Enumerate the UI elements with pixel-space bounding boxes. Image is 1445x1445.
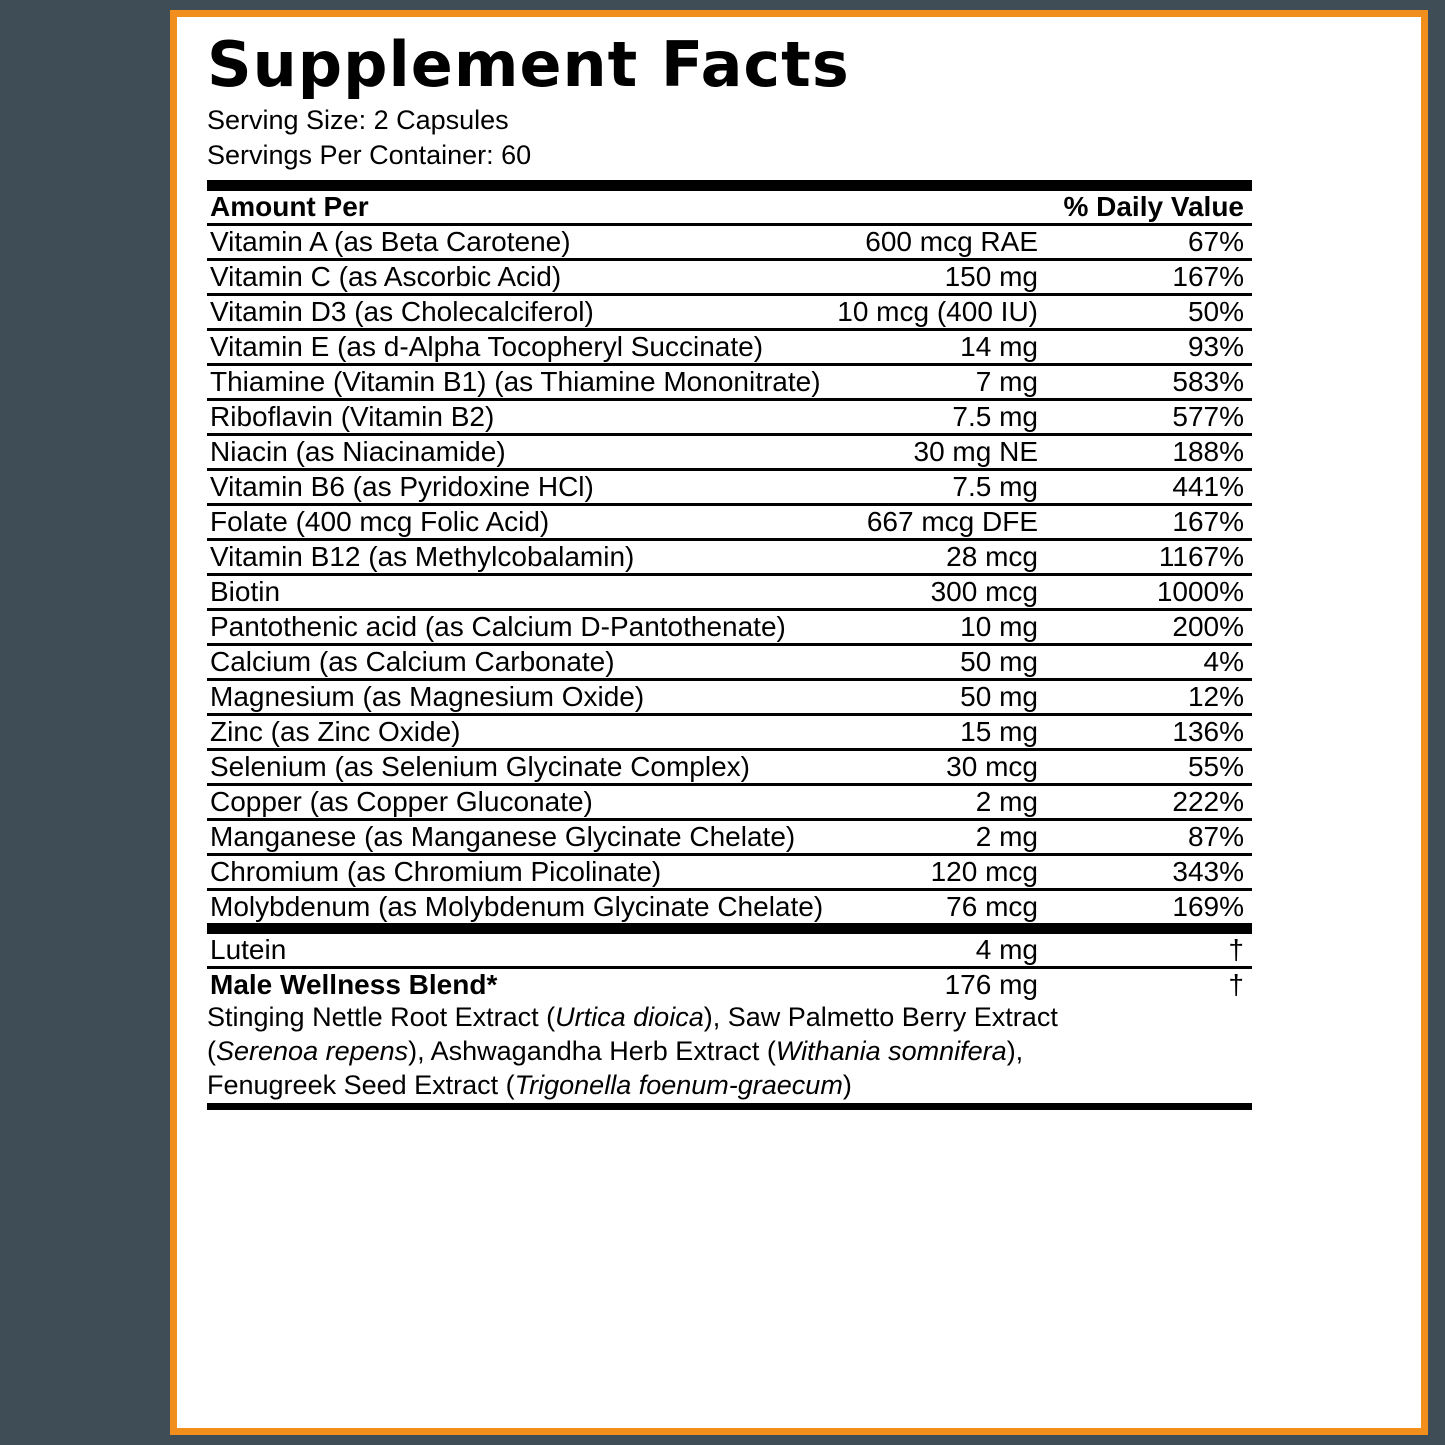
nutrient-amount: 4 mg [834,934,1044,968]
table-row [207,610,1252,645]
nutrient-amount: 30 mg NE [834,435,1044,470]
panel-content [207,28,1401,1110]
nutrient-amount: 600 mcg RAE [834,225,1044,260]
table-row [207,260,1252,295]
nutrient-amount: 10 mg [834,610,1044,645]
nutrient-amount: 14 mg [834,330,1044,365]
nutrient-dv: 50% [1044,295,1252,330]
nutrient-amount: 15 mg [834,715,1044,750]
nutrient-name: Vitamin B6 (as Pyridoxine HCl) [207,470,834,505]
nutrient-name: Thiamine (Vitamin B1) (as Thiamine Mononitrate) [207,365,834,400]
nutrient-amount: 76 mcg [946,891,1038,923]
nutrient-dv: 583% [1044,365,1252,400]
blend-line2-part1: ( [207,1036,216,1067]
nutrient-dv: 441% [1044,470,1252,505]
table-row [207,855,1252,890]
table-row-blend-ingredients [207,1001,1252,1106]
nutrient-amount: 50 mg [834,680,1044,715]
table-row [207,575,1252,610]
nutrient-dv: 222% [1044,785,1252,820]
nutrient-amount: 2 mg [834,785,1044,820]
column-header-daily-value: % Daily Value [1044,191,1252,225]
nutrient-dv: 169% [1172,891,1244,923]
nutrient-dv: 1167% [1044,540,1252,575]
blend-dv: † [1228,969,1244,1001]
nutrient-name: Calcium (as Calcium Carbonate) [207,645,834,680]
blend-line2-part2: ), Ashwagandha Herb Extract ( [408,1036,776,1067]
servings-per-container-text: Servings Per Container: 60 [207,139,532,170]
nutrient-name: Vitamin A (as Beta Carotene) [207,225,834,260]
nutrient-name: Biotin [207,575,834,610]
nutrient-amount: 50 mg [834,645,1044,680]
nutrient-dv: 577% [1044,400,1252,435]
table-row [207,680,1252,715]
table-row [207,715,1252,750]
serving-size-text: Serving Size: 2 Capsules [207,105,509,136]
nutrient-amount: 7.5 mg [834,400,1044,435]
nutrient-dv: † [1044,934,1252,968]
nutrient-name: Folate (400 mcg Folic Acid) [207,505,834,540]
nutrient-dv: 188% [1044,435,1252,470]
nutrient-dv: 4% [1044,645,1252,680]
nutrient-name: Manganese (as Manganese Glycinate Chelate) [207,820,834,855]
table-row [207,645,1252,680]
column-header-amount: Amount Per [207,191,1044,225]
nutrient-amount: 120 mcg [834,855,1044,890]
blend-name: Male Wellness Blend* [210,969,498,1001]
blend-line1-part2: ), Saw Palmetto Berry Extract [703,1002,1058,1033]
nutrient-name: Zinc (as Zinc Oxide) [207,715,834,750]
nutrient-name: Pantothenic acid (as Calcium D-Pantothenate) [207,610,834,645]
blend-line3-latin: Trigonella foenum-graecum [514,1069,843,1100]
table-row [207,820,1252,855]
nutrient-amount: 2 mg [834,820,1044,855]
blend-line1-latin: Urtica dioica [555,1002,704,1033]
nutrient-dv: 67% [1044,225,1252,260]
nutrient-name: Vitamin E (as d-Alpha Tocopheryl Succinate) [207,330,834,365]
nutrient-amount: 10 mcg (400 IU) [834,295,1044,330]
nutrient-name: Copper (as Copper Gluconate) [207,785,834,820]
table-row [207,295,1252,330]
nutrient-dv: 167% [1044,260,1252,295]
nutrient-name: Chromium (as Chromium Picolinate) [207,855,834,890]
nutrient-dv: 343% [1044,855,1252,890]
nutrient-dv: 55% [1044,750,1252,785]
table-row-blend [207,968,1252,1002]
nutrient-amount: 150 mg [834,260,1044,295]
table-bottom-rule [207,1106,1252,1110]
nutrient-amount: 300 mcg [834,575,1044,610]
table-row [207,400,1252,435]
blend-line2-latin1: Serenoa repens [216,1036,409,1067]
table-row-lutein [207,934,1252,968]
nutrient-name: Magnesium (as Magnesium Oxide) [207,680,834,715]
nutrient-amount: 30 mcg [834,750,1044,785]
nutrient-dv: 167% [1044,505,1252,540]
nutrient-dv: 136% [1044,715,1252,750]
nutrition-table [207,180,1252,1109]
nutrient-name: Selenium (as Selenium Glycinate Complex) [207,750,834,785]
blend-amount: 176 mg [944,969,1038,1001]
nutrient-amount: 7.5 mg [834,470,1044,505]
nutrient-amount: 28 mcg [834,540,1044,575]
nutrient-dv: 12% [1044,680,1252,715]
table-row [207,750,1252,785]
nutrient-dv: 93% [1044,330,1252,365]
nutrient-amount: 667 mcg DFE [834,505,1044,540]
blend-line3-part2: ) [842,1069,852,1100]
table-row [207,225,1252,260]
nutrient-dv: 1000% [1044,575,1252,610]
page-title: Supplement Facts [207,28,850,101]
nutrient-name: Niacin (as Niacinamide) [207,435,834,470]
supplement-facts-panel [170,10,1428,1435]
table-row [207,365,1252,400]
table-row [207,890,1252,929]
table-header-row [207,191,1252,225]
nutrient-dv: 200% [1044,610,1252,645]
nutrient-name: Riboflavin (Vitamin B2) [207,400,834,435]
blend-ingredients [207,1001,1252,1106]
table-row [207,785,1252,820]
table-row [207,330,1252,365]
blend-line2-part3: ), [1006,1036,1024,1067]
nutrient-name: Molybdenum (as Molybdenum Glycinate Chelate) [210,891,824,923]
blend-line3-part1: Fenugreek Seed Extract ( [207,1069,515,1100]
table-row [207,470,1252,505]
nutrient-name: Vitamin C (as Ascorbic Acid) [207,260,834,295]
nutrient-amount: 7 mg [834,365,1044,400]
table-row [207,435,1252,470]
nutrient-name: Vitamin D3 (as Cholecalciferol) [207,295,834,330]
blend-line2-latin2: Withania somnifera [775,1036,1007,1067]
nutrient-name: Vitamin B12 (as Methylcobalamin) [207,540,834,575]
blend-line1-part1: Stinging Nettle Root Extract ( [207,1002,556,1033]
table-row [207,540,1252,575]
table-row [207,505,1252,540]
nutrient-name: Lutein [207,934,834,968]
nutrient-dv: 87% [1044,820,1252,855]
